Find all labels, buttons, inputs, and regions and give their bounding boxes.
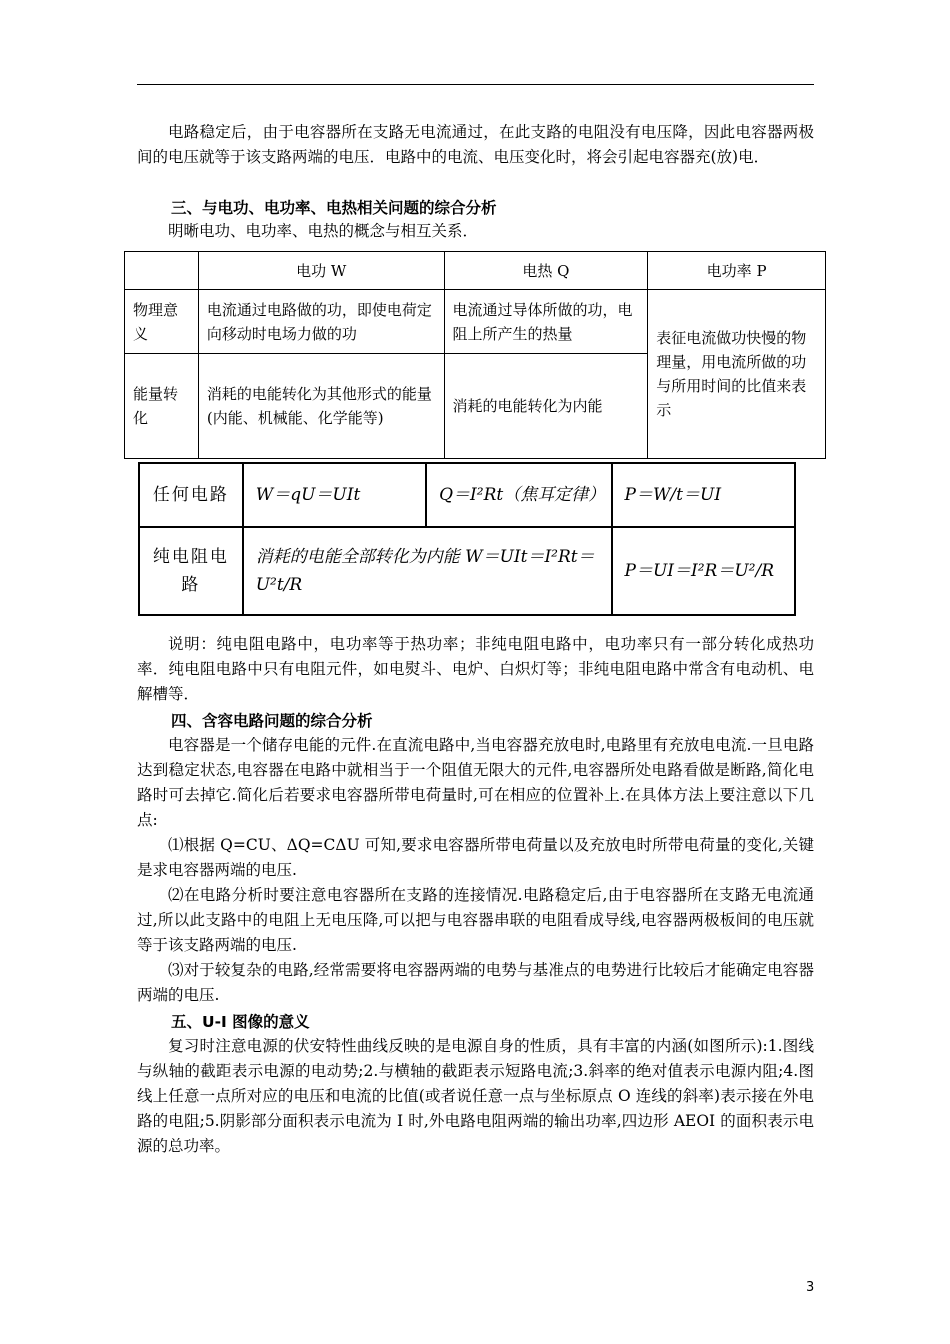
cell-heat-meaning: 电流通过导体所做的功，电阻上所产生的热量 [444,290,648,354]
table-header-work: 电功 W [198,252,444,290]
formula-power-any: P＝W/t＝UI [612,463,795,527]
section5-paragraph: 复习时注意电源的伏安特性曲线反映的是电源自身的性质，具有丰富的内涵(如图所示):1.图线与纵轴的截距表示电源的电动势;2.与横轴的截距表示短路电流;3.斜率的绝对值表示电源内阻;4.图线上任意一点所对应的电压和电流的比值(或者说任意一点与坐标原点 O 连线的斜率)表示接在外电路的电阻;5.阴影部分面积表示电流为 I 时,外电路电阻两端的输出功率,四边形 AEOI 的面积表示电源的总功率。 [137,1037,814,1155]
header-rule [137,84,814,85]
row-label-meaning: 物理意义 [125,290,199,354]
cell-work-meaning: 电流通过电路做的功，即使电荷定向移动时电场力做的功 [198,290,444,354]
formula-work-any: W＝qU＝UIt [243,463,426,527]
table-header-empty [125,252,199,290]
section4-paragraph-2: ⑴根据 Q=CU、ΔQ=CΔU 可知,要求电容器所带电荷量以及充放电时所带电荷量的变化,关键是求电容器两端的电压. [137,836,814,879]
table-row [125,290,826,354]
formula-power-pure: P＝UI＝I²R＝U²/R [612,527,795,615]
row-label-any-circuit: 任何电路 [139,463,243,527]
concept-table [124,251,826,459]
cell-work-conversion: 消耗的电能转化为其他形式的能量(内能、机械能、化学能等) [198,354,444,459]
formula-table [138,462,796,616]
section4-paragraph-4: ⑶对于较复杂的电路,经常需要将电容器两端的电势与基准点的电势进行比较后才能确定电容器两端的电压. [137,961,814,1004]
section4-paragraph-1: 电容器是一个储存电能的元件.在直流电路中,当电容器充放电时,电路里有充放电电流.一旦电路达到稳定状态,电容器在电路中就相当于一个阻值无限大的元件,电容器所处电路看做是断路,简化电路时可去掉它.简化后若要求电容器所带电荷量时,可在相应的位置补上.在具体方法上要注意以下几点: [137,736,814,829]
page-number: 3 [806,1280,815,1295]
note-paragraph: 说明：纯电阻电路中，电功率等于热功率；非纯电阻电路中，电功率只有一部分转化成热功率．纯电阻电路中只有电阻元件，如电熨斗、电炉、白炽灯等；非纯电阻电路中常含有电动机、电解槽等． [137,635,814,703]
formula-heat-any: Q＝I²Rt（焦耳定律） [426,463,611,527]
section4-paragraph-3: ⑵在电路分析时要注意电容器所在支路的连接情况.电路稳定后,由于电容器所在支路无电流通过,所以此支路中的电阻上无电压降,可以把与电容器串联的电阻看成导线,电容器两极板间的电压就等于该支路两端的电压. [137,886,814,954]
formula-work-heat-pure: 消耗的电能全部转化为内能 W＝UIt＝I²Rt＝U²t/R [243,527,612,615]
table-header-power: 电功率 P [648,252,826,290]
row-label-conversion: 能量转化 [125,354,199,459]
table-row [139,463,795,527]
intro-paragraph: 电路稳定后，由于电容器所在支路无电流通过，在此支路的电阻没有电压降，因此电容器两极间的电压就等于该支路两端的电压．电路中的电流、电压变化时，将会引起电容器充(放)电． [137,123,814,166]
cell-power-description: 表征电流做功快慢的物理量，用电流所做的功与所用时间的比值来表示 [648,290,826,459]
section4-heading: 四、含容电路问题的综合分析 [171,712,373,730]
concept-table-header [125,252,826,290]
section3-heading: 三、与电功、电功率、电热相关问题的综合分析 [171,199,497,217]
row-label-pure-resistor: 纯电阻电路 [139,527,243,615]
section5-heading: 五、U-I 图像的意义 [171,1013,310,1031]
table-header-heat: 电热 Q [444,252,648,290]
table-row [139,527,795,615]
section3-intro: 明晰电功、电功率、电热的概念与相互关系． [168,222,479,240]
cell-heat-conversion: 消耗的电能转化为内能 [444,354,648,459]
